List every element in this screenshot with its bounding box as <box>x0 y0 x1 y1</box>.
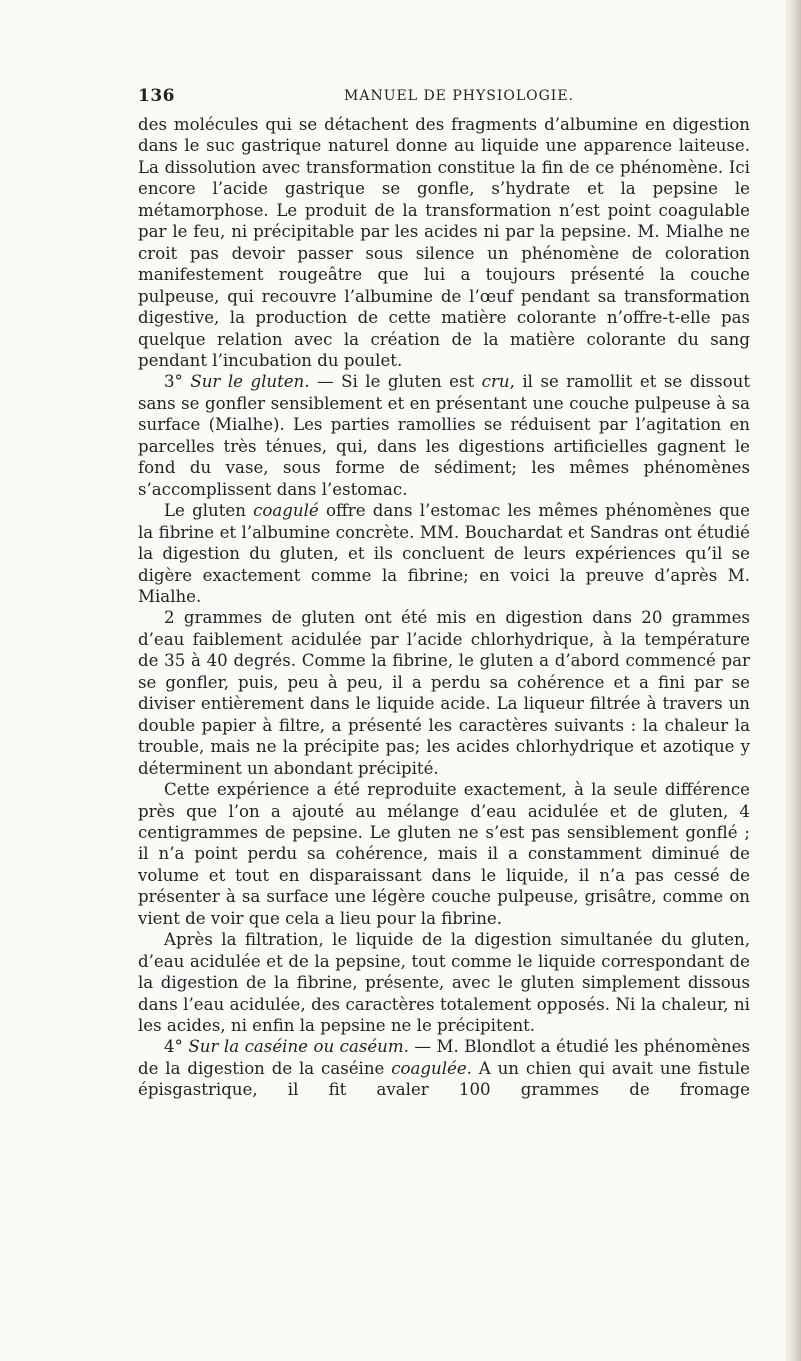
paragraph-text: offre dans l’estomac les mêmes phénomènes que la fibrine et l’albumine concrète. MM. Bouchardat et Sandras ont étudié la digestion du gluten, et ils concluent de leurs expériences qu’il se digère exactement comme la fibrine; en voici la preuve d’après M. Mialhe. <box>138 501 750 606</box>
running-head: MANUEL DE PHYSIOLOGIE. <box>344 88 574 104</box>
page-edge-shadow <box>785 0 801 1361</box>
page-header <box>138 86 750 110</box>
body-text <box>138 114 750 1101</box>
paragraph-text: . A un chien qui avait une fistule épisgastrique, il fit avaler 100 grammes de fromage <box>138 1058 750 1100</box>
page-number: 136 <box>138 86 175 106</box>
paragraph-text: Le gluten <box>164 501 254 521</box>
paragraph-text: , il se ramollit et se dissout sans se gonfler sensiblement et en présentant une couche pulpeuse à sa surface (Mialhe). Les parties ramollies se réduisent par l’agitation en parcelles très ténues, qui, dans les digestions artificielles gagnent le fond du vase, sous forme de sédiment; les mêmes phénomènes s’accomplissent dans l’estomac. <box>138 372 751 499</box>
emphasis: cru <box>481 372 510 392</box>
paragraph-gluten-coagule <box>138 500 750 607</box>
emphasis: coagulé <box>253 501 319 521</box>
paragraph-caseine <box>138 1036 750 1100</box>
paragraph-text: — M. Blondlot a étudié les phénomènes de la digestion de la caséine <box>138 1037 750 1078</box>
section-title: Sur le gluten. <box>190 372 310 392</box>
paragraph-continuation: des molécules qui se détachent des fragments d’albumine en digestion dans le suc gastrique naturel donne au liquide une apparence laiteuse. La dissolution avec transformation constitue la fin de ce phénomène. Ici encore l’acide gastrique se gonfle, s’hydrate et la pepsine le métamorphose. Le produit de la transformation n’est point coagulable par le feu, ni précipitable par les acides ni par la pepsine. M. Mialhe ne croit pas devoir passer sous silence un phénomène de coloration manifestement rougeâtre que lui a toujours présenté la couche pulpeuse, qui recouvre l’albumine de l’œuf pendant sa transformation digestive, la production de cette matière colorante n’offre-t-elle pas quelque relation avec la création de la matière colorante du sang pendant l’incubation du poulet. <box>138 115 750 370</box>
emphasis: coagulée <box>391 1058 467 1078</box>
paragraph-text: — Si le gluten est <box>309 372 482 392</box>
paragraph-filtration: Après la filtration, le liquide de la digestion simultanée du gluten, d’eau acidulée et de la pepsine, tout comme le liquide correspondant de la digestion de la fibrine, présente, avec le gluten simplement dissous dans l’eau acidulée, des caractères totalement opposés. Ni la chaleur, ni les acides, ni enfin la pepsine ne le précipitent. <box>138 930 750 1036</box>
paragraph-experiment-1: 2 grammes de gluten ont été mis en digestion dans 20 grammes d’eau faiblement acidulée par l’acide chlorhydrique, à la température de 35 à 40 degrés. Comme la fibrine, le gluten a d’abord commencé par se gonfler, puis, peu à peu, il a perdu sa cohérence et a fini par se diviser entièrement dans le liquide acide. La liqueur filtrée à travers un double papier à filtre, a présenté les caractères suivants : la chaleur la trouble, mais ne la précipite pas; les acides chlorhydrique et azotique y déterminent un abondant précipité. <box>138 608 750 778</box>
section-number: 3° <box>164 372 183 392</box>
section-number: 4° <box>164 1037 183 1057</box>
paragraph-experiment-2: Cette expérience a été reproduite exactement, à la seule différence près que l’on a ajouté au mélange d’eau acidulée et de gluten, 4 centigrammes de pepsine. Le gluten ne s’est pas sensiblement gonflé ; il n’a point perdu sa cohérence, mais il a constamment diminué de volume et tout en disparaissant dans le liquide, il n’a pas cessé de présenter à sa surface une légère couche pulpeuse, grisâtre, comme on vient de voir que cela a lieu pour la fibrine. <box>138 780 750 928</box>
section-title: Sur la caséine ou caséum. <box>188 1037 409 1057</box>
paragraph-gluten <box>138 371 750 500</box>
